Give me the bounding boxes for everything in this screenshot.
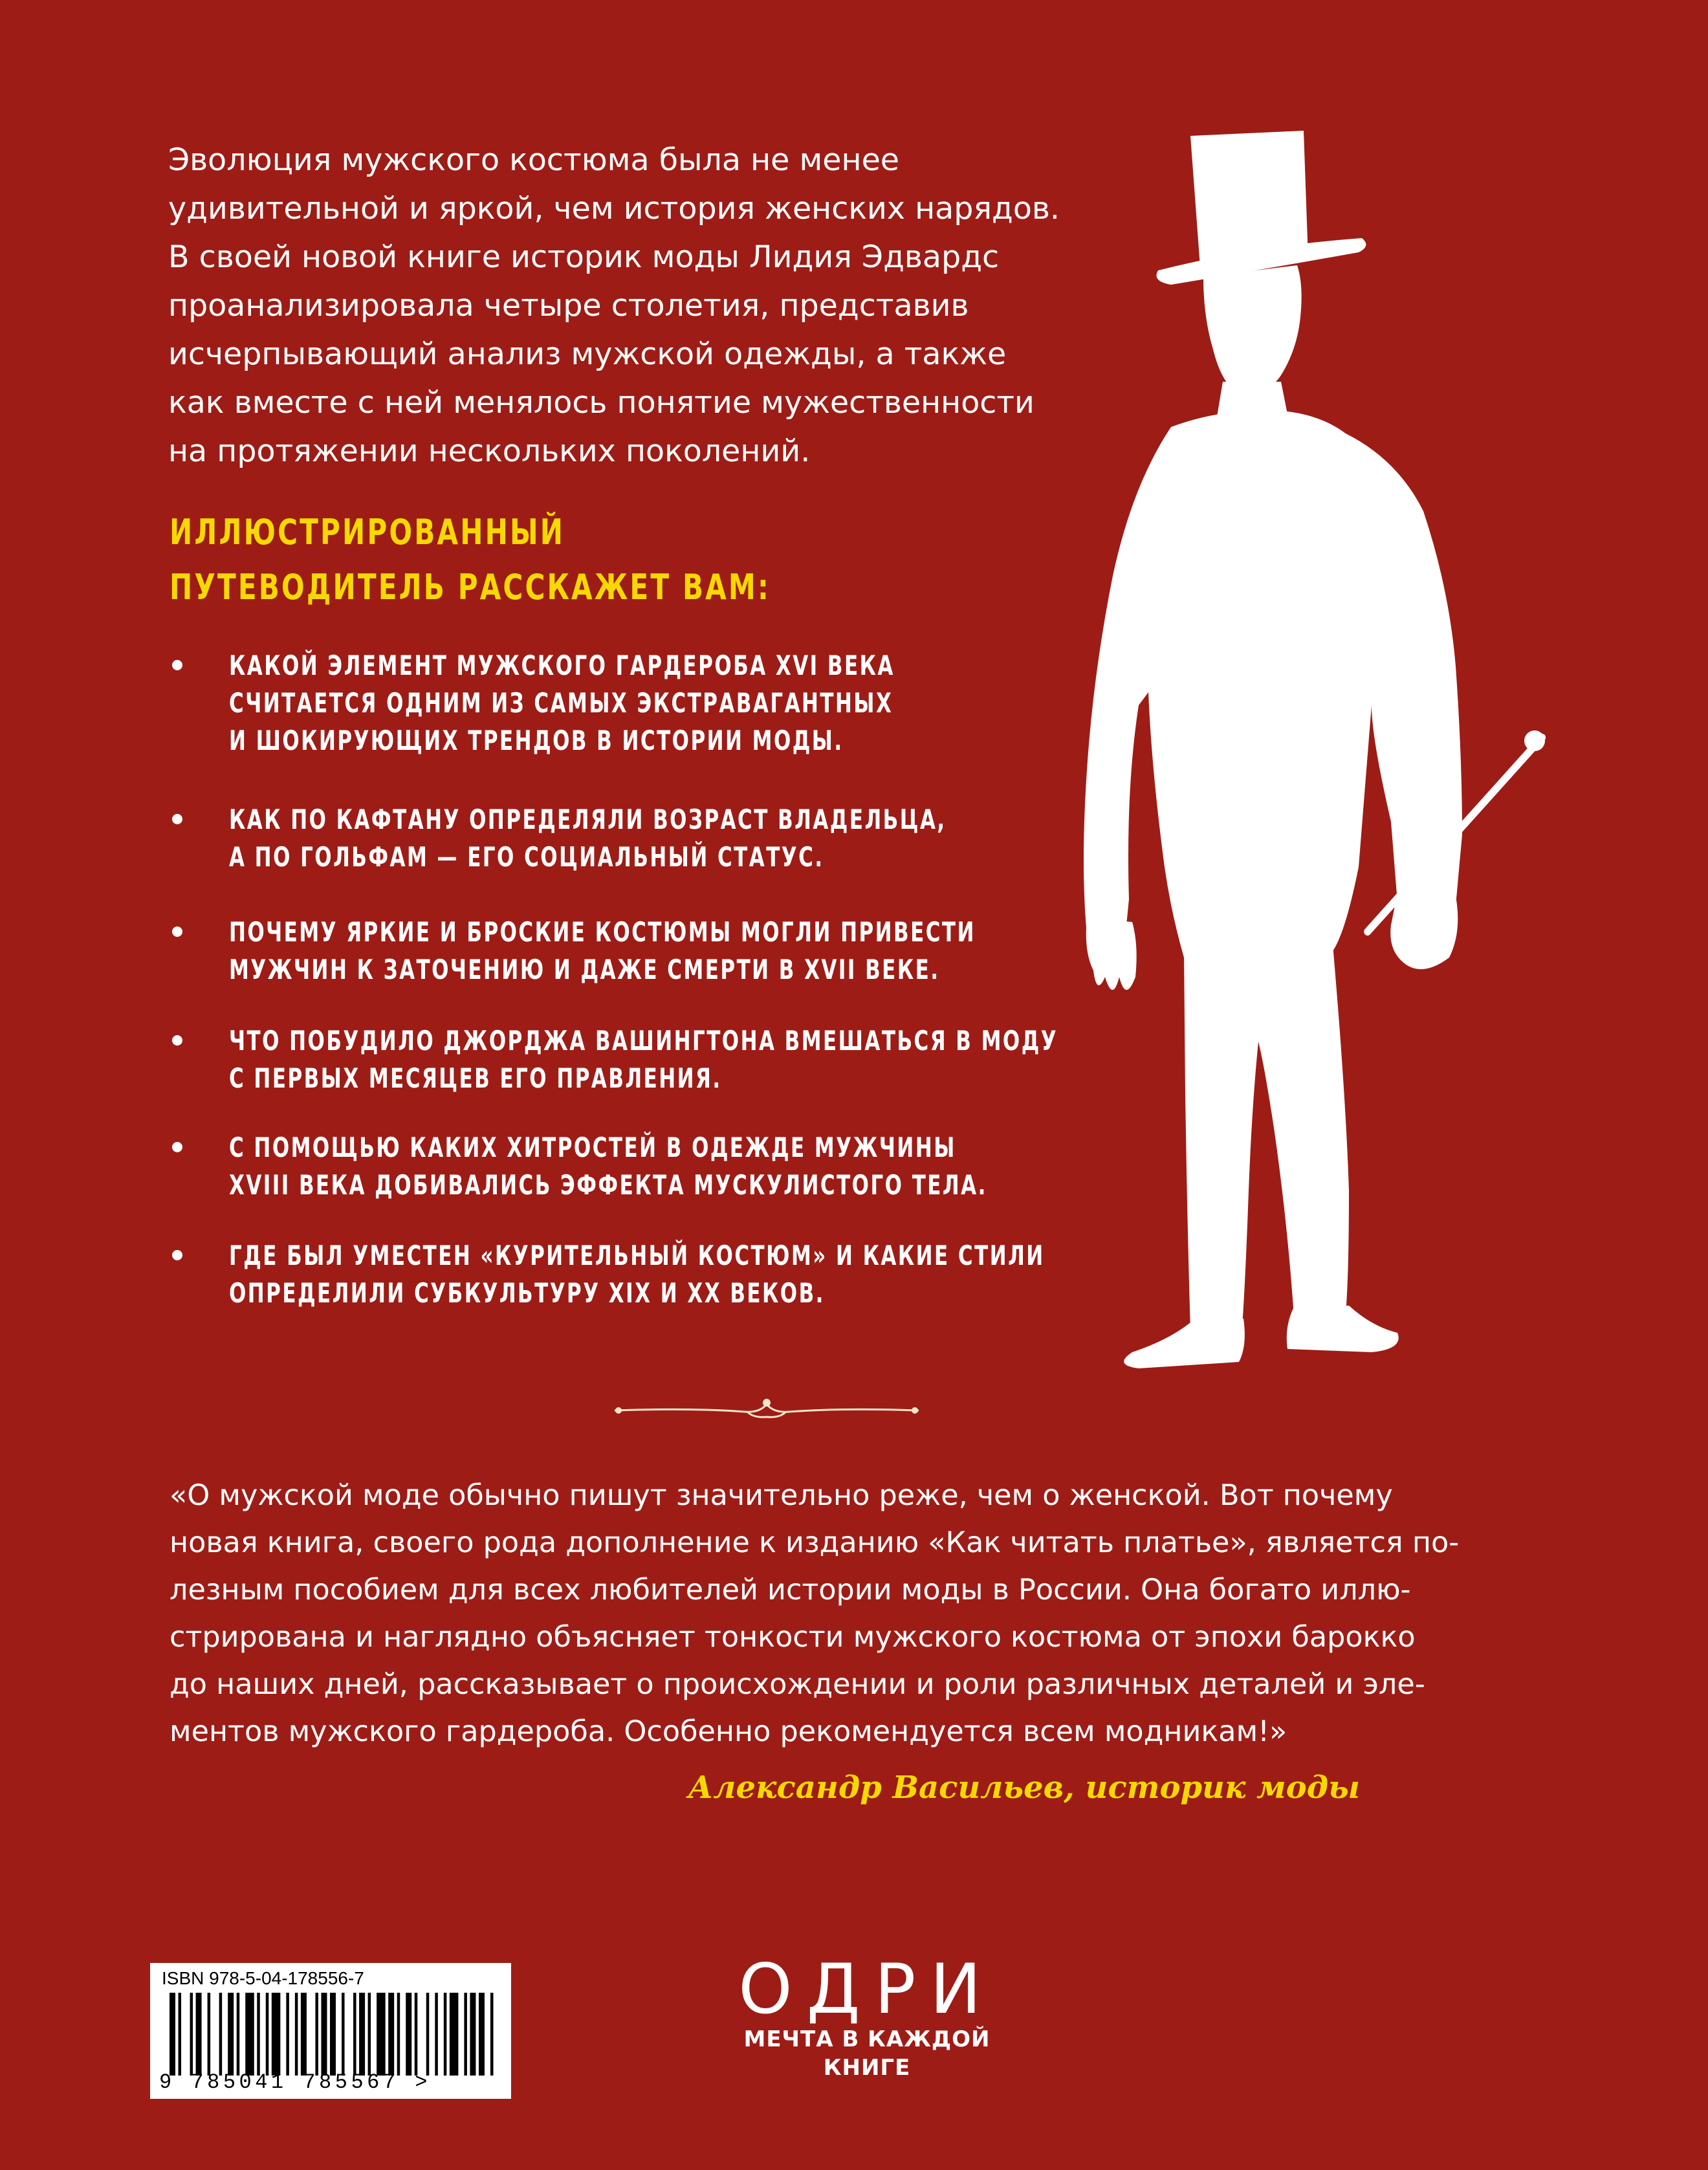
top-hat-gentleman-silhouette-icon — [1009, 123, 1572, 1391]
quote-line: до наших дней, рассказывает о происхождении и роли различных деталей и эле- — [170, 1668, 1425, 1701]
intro-line: на протяжении нескольких поколений. — [168, 433, 811, 469]
intro-line: как вместе с ней менялось понятие мужественности — [168, 385, 1035, 421]
list-item-line: XVIII ВЕКА ДОБИВАЛИСЬ ЭФФЕКТА МУСКУЛИСТОГО ТЕЛА. — [229, 1169, 987, 1201]
review-quote — [170, 1472, 1541, 1755]
quote-line: ментов мужского гардероба. Особенно рекомендуется всем модникам!» — [170, 1715, 1287, 1748]
guide-heading-line: ПУТЕВОДИТЕЛЬ РАССКАЖЕТ ВАМ: — [170, 567, 771, 608]
intro-line: В своей новой книге историк моды Лидия Эдвардс — [168, 239, 1000, 275]
list-item-line: КАКОЙ ЭЛЕМЕНТ МУЖСКОГО ГАРДЕРОБА XVI ВЕКА — [229, 650, 895, 681]
isbn-barcode — [150, 1963, 511, 2099]
intro-line: Эволюция мужского костюма была не менее — [168, 142, 900, 178]
list-item-line: МУЖЧИН К ЗАТОЧЕНИЮ И ДАЖЕ СМЕРТИ В XVII ВЕКЕ. — [229, 954, 940, 985]
list-item — [172, 914, 1139, 989]
list-item-line: ЧТО ПОБУДИЛО ДЖОРДЖА ВАШИНГТОНА ВМЕШАТЬСЯ В МОДУ — [229, 1025, 1058, 1057]
bullet-dot-icon — [172, 926, 182, 937]
list-item-line: КАК ПО КАФТАНУ ОПРЕДЕЛЯЛИ ВОЗРАСТ ВЛАДЕЛЬЦА, — [229, 804, 947, 835]
guide-heading — [170, 505, 826, 615]
bullet-dot-icon — [172, 1035, 182, 1046]
guide-heading-line: ИЛЛЮСТРИРОВАННЫЙ — [170, 512, 565, 553]
bullet-dot-icon — [172, 1142, 182, 1152]
quote-line: лезным пособием для всех любителей истории моды в России. Она богато иллю- — [170, 1573, 1411, 1606]
list-item — [172, 801, 1104, 876]
list-item-line: ОПРЕДЕЛИЛИ СУБКУЛЬТУРУ XIX И XX ВЕКОВ. — [229, 1277, 825, 1309]
quote-attribution: Александр Васильев, историк моды — [688, 1770, 1360, 1806]
list-item-line: СЧИТАЕТСЯ ОДНИМ ИЗ САМЫХ ЭКСТРАВАГАНТНЫХ — [229, 687, 893, 719]
publisher-tagline — [679, 2025, 1055, 2082]
isbn-number: ISBN 978-5-04-178556-7 — [162, 1968, 364, 1988]
barcode-digits: 9 785041 785567 > — [159, 2070, 431, 2094]
list-item-line: С ПЕРВЫХ МЕСЯЦЕВ ЕГО ПРАВЛЕНИЯ. — [229, 1062, 722, 1094]
list-item — [172, 647, 1041, 760]
quote-line: новая книга, своего рода дополнение к изданию «Как читать платье», является по- — [170, 1526, 1460, 1559]
publisher-logo — [679, 1949, 1055, 2082]
publisher-tagline-line: МЕЧТА В КАЖДОЙ — [743, 2026, 991, 2052]
publisher-tagline-line: КНИГЕ — [823, 2055, 911, 2081]
bullet-dot-icon — [172, 1250, 182, 1260]
list-item — [172, 1129, 1154, 1204]
list-item-line: ПОЧЕМУ ЯРКИЕ И БРОСКИЕ КОСТЮМЫ МОГЛИ ПРИВЕСТИ — [229, 916, 976, 948]
intro-line: проанализировала четыре столетия, представив — [168, 288, 969, 323]
list-item-line: ГДЕ БЫЛ УМЕСТЕН «КУРИТЕЛЬНЫЙ КОСТЮМ» И КАКИЕ СТИЛИ — [229, 1240, 1045, 1271]
publisher-name: ОДРИ — [738, 1949, 996, 2029]
decorative-divider-ornament-icon — [615, 1385, 919, 1430]
intro-paragraph — [168, 136, 1126, 476]
intro-line: исчерпывающий анализ мужской одежды, а также — [168, 336, 1007, 372]
bullet-dot-icon — [172, 660, 182, 670]
intro-line: удивительной и яркой, чем история женских нарядов. — [168, 191, 1060, 226]
quote-line: стрирована и наглядно объясняет тонкости мужского костюма от эпохи барокко — [170, 1621, 1416, 1654]
quote-line: «О мужской моде обычно пишут значительно реже, чем о женской. Вот почему — [170, 1479, 1393, 1512]
barcode-icon — [170, 1993, 496, 2076]
bullet-dot-icon — [172, 814, 182, 824]
list-item-line: С ПОМОЩЬЮ КАКИХ ХИТРОСТЕЙ В ОДЕЖДЕ МУЖЧИНЫ — [229, 1132, 956, 1163]
list-item-line: А ПО ГОЛЬФАМ — ЕГО СОЦИАЛЬНЫЙ СТАТУС. — [229, 841, 824, 873]
list-item-line: И ШОКИРУЮЩИХ ТРЕНДОВ В ИСТОРИИ МОДЫ. — [229, 725, 844, 756]
